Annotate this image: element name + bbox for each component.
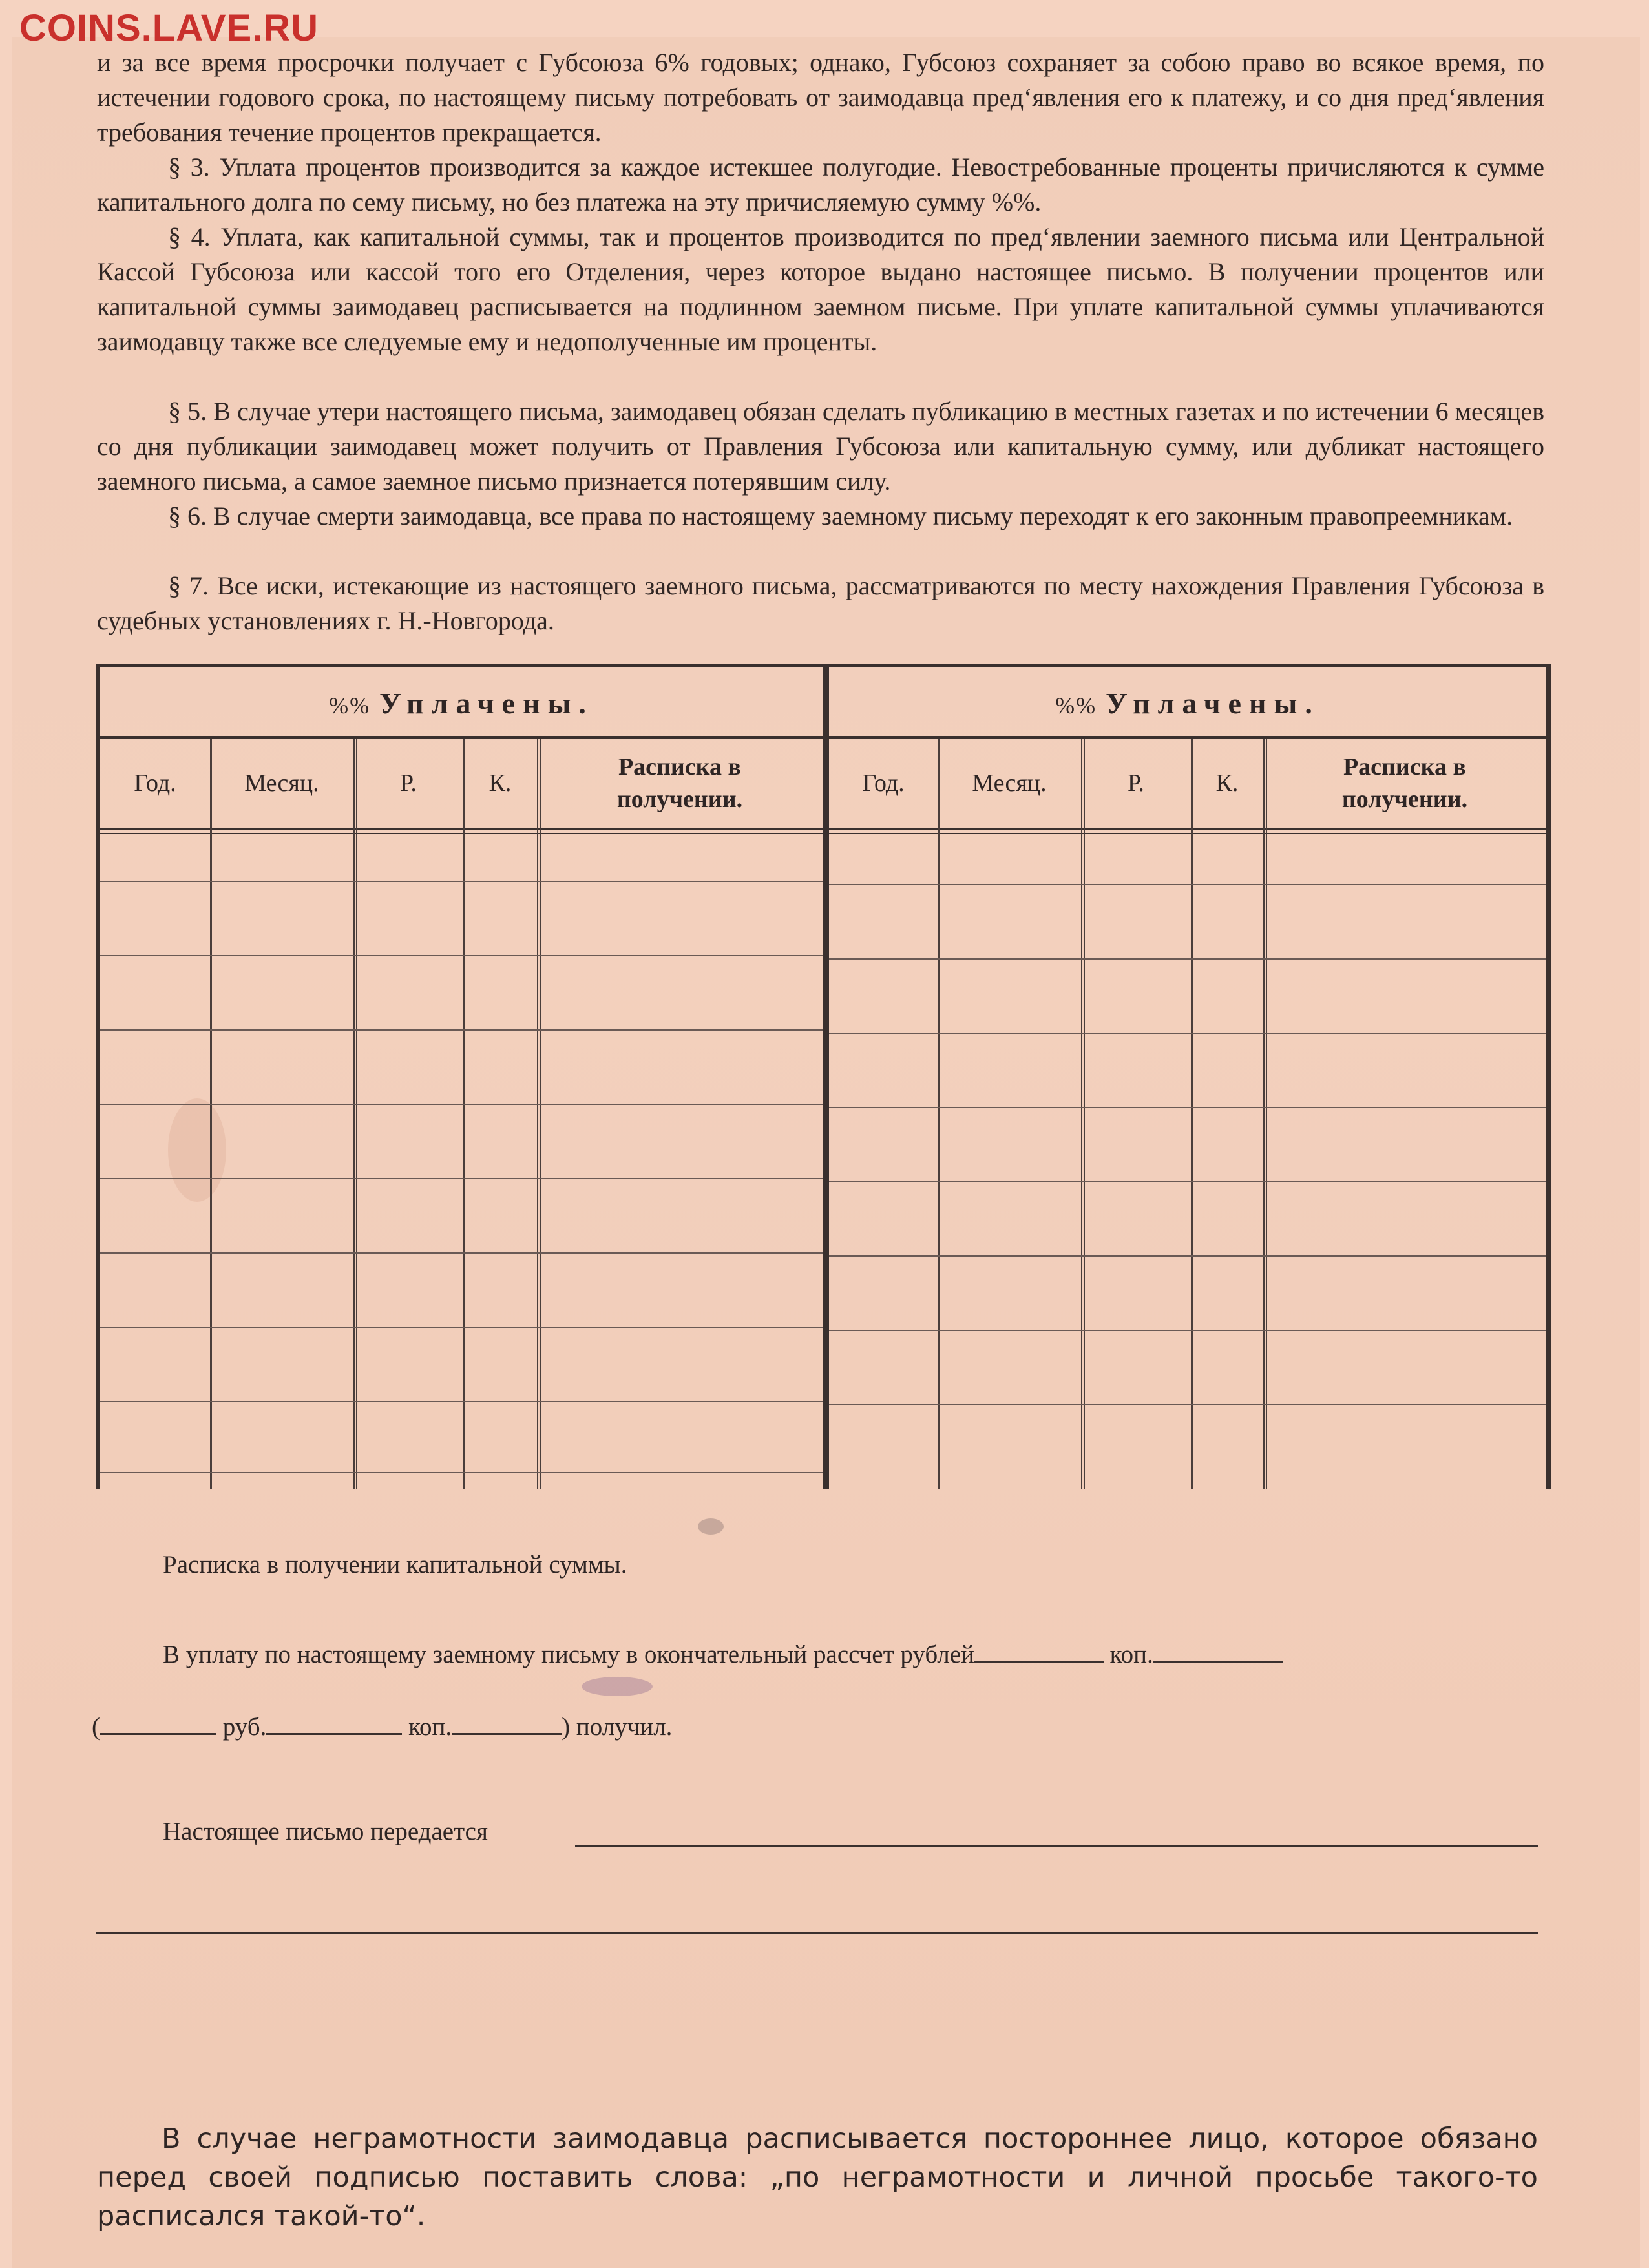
column-header-kopecks: К. [488,770,512,797]
column-header-receipt: Расписка в получении. [1341,753,1468,813]
rub-amount-blank [266,1707,402,1735]
row-rule [829,1033,1546,1034]
column-header-year: Год. [862,770,905,797]
payment-line [163,1635,1283,1672]
capital-receipt-heading: Расписка в получении капитальной суммы. [163,1551,627,1579]
transfer-blank-2 [96,1932,1538,1934]
interest-table-left [96,664,827,1489]
kop-label: коп. [1109,1641,1153,1668]
row-rule [100,1252,823,1254]
column-divider [210,739,212,1489]
paren-open: ( [92,1713,100,1741]
row-rule [829,1181,1546,1182]
column-divider [537,739,541,1489]
paragraph-4: § 4. Уплата, как капитальной суммы, так и процентов производится по пред‘явлении заемного письма или Центральной Кассой Губсоюза или кассой того его Отделения, через которое выдано настоящее письмо. В получении процентов или капитальной суммы заимодавец расписывается на подлинном заемном письме. При уплате капитальной суммы уплачиваются заимодавцу также все следуемые ему и недополученные им проценты. [97,222,1544,356]
row-rule [829,1255,1546,1257]
kop-label: коп. [408,1713,452,1741]
row-rule [100,881,823,882]
header-rule [829,833,1546,834]
column-divider [1263,739,1267,1489]
header-rule [100,833,823,834]
column-header-kopecks: К. [1215,770,1239,797]
column-header-rubles: Р. [400,770,417,797]
paper-stain [582,1677,653,1696]
header-rule [100,828,823,830]
interest-table-right [824,664,1551,1489]
row-rule [100,1472,823,1473]
paragraph-7: § 7. Все иски, истекающие из настоящего заемного письма, рассматриваются по месту нахождения Правления Губсоюза в судебных установлениях г. Н.-Новгорода. [97,571,1544,635]
column-divider [1191,739,1193,1489]
row-rule [829,1107,1546,1108]
column-divider [353,739,357,1489]
kopecks-blank [1153,1635,1283,1663]
row-rule [100,1327,823,1328]
column-header-month: Месяц. [244,770,319,797]
payment-line-text: В уплату по настоящему заемному письму в окончательный рассчет рублей [163,1641,974,1668]
row-rule [100,955,823,956]
column-header-year: Год. [134,770,176,797]
table-title: %% Уплачены. [1055,687,1320,720]
row-rule [100,1029,823,1031]
transfer-line: Настоящее письмо передается [163,1818,488,1845]
row-rule [829,884,1546,885]
received-label: ) получил. [562,1713,673,1741]
row-rule [100,1178,823,1179]
row-rule [100,1401,823,1402]
amount-in-words-line [92,1707,672,1745]
column-header-receipt: Расписка в получении. [616,753,743,813]
rub-label: руб. [222,1713,267,1741]
column-divider [938,739,940,1489]
table-title: %% Уплачены. [329,687,594,720]
rubles-blank [974,1635,1104,1663]
row-rule [829,1404,1546,1405]
illiteracy-note: В случае неграмотности заимодавца расписывается постороннее лицо, которое обязано перед своей подписью поставить слова: „по неграмотности и личной просьбе такого-то расписался такой-то“. [97,2123,1538,2232]
header-rule [829,828,1546,830]
rubles-words-blank [100,1707,216,1735]
interest-payments-table [96,664,1543,1486]
row-rule [829,958,1546,960]
paper-stain [698,1518,724,1535]
column-header-rubles: Р. [1128,770,1144,797]
paragraph-2-continuation: и за все время просрочки получает с Губсоюза 6% годовых; однако, Губсоюз сохраняет за собою право во всякое время, по истечении годового срока, по настоящему письму потребовать от заимодавца пред‘явления его к платежу, и со дня пред‘явления требования течение процентов прекращается. [97,48,1544,147]
paragraph-6: § 6. В случае смерти заимодавца, все права по настоящему заемному письму переходят к его законным правопреемникам. [168,501,1513,530]
column-header-month: Месяц. [972,770,1047,797]
site-watermark: COINS.LAVE.RU [19,7,319,49]
row-rule [100,1104,823,1105]
kop-amount-blank [452,1707,562,1735]
row-rule [829,1330,1546,1331]
column-divider [463,739,465,1489]
paragraph-3: § 3. Уплата процентов производится за каждое истекшее полугодие. Невостребованные проценты причисляются к сумме капитального долга по сему письму, но без платежа на эту причисляемую сумму %%. [97,152,1544,216]
paragraph-5: § 5. В случае утери настоящего письма, заимодавец обязан сделать публикацию в местных газетах и по истечении 6 месяцев со дня публикации заимодавец может получить от Правления Губсоюза или капитальную сумму, или дубликат настоящего заемного письма, а самое заемное письмо признается потерявшим силу. [97,397,1544,496]
transfer-blank [575,1845,1538,1847]
column-divider [1081,739,1085,1489]
